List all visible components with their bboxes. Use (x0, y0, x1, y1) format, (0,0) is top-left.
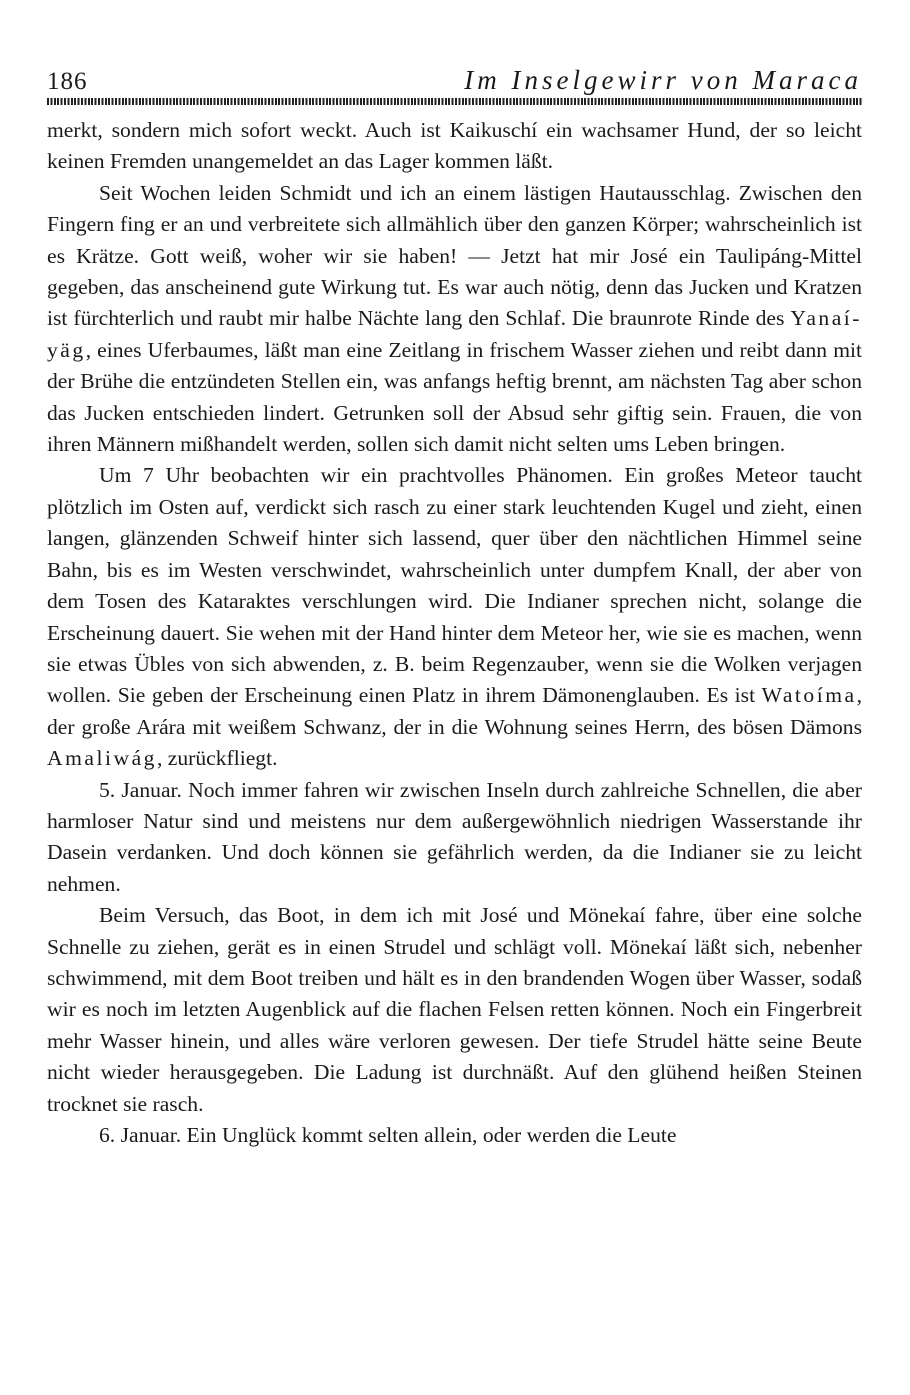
paragraph-text: 5. Januar. Noch immer fahren wir zwischen Inseln durch zahlreiche Schnellen, die aber harmloser Natur sind und meistens nur dem außergewöhnlich niedrigen Wasserstande ihr Dasein verdanken. Und doch können sie gefährlich werden, da die Indianer sie zu leicht nehmen. (47, 777, 862, 896)
paragraph (47, 775, 862, 901)
paragraph-text: , der große Arára mit weißem Schwanz, der in die Wohnung seines Herrn, des bösen Dämons (47, 683, 862, 739)
demon-name: Amaliwág (47, 746, 157, 771)
book-page (47, 66, 862, 1151)
page-number: 186 (47, 68, 88, 95)
paragraph (47, 178, 862, 461)
paragraph (47, 900, 862, 1120)
page-header (47, 66, 862, 96)
plant-name: Yanaí-yäg (47, 306, 862, 362)
running-title: Im Inselgewirr von Maraca (464, 65, 862, 95)
body-text (47, 115, 862, 1151)
paragraph (47, 115, 862, 178)
spirit-name: Watoíma (761, 683, 857, 708)
paragraph (47, 1120, 862, 1151)
paragraph-text: Um 7 Uhr beobachten wir ein prachtvolles Phänomen. Ein großes Meteor taucht plötzlich im Osten auf, verdickt sich rasch zu einer stark leuchtenden Kugel und zieht, einen langen, glänzenden Schweif hinter sich lassend, quer über den nächtlichen Himmel seine Bahn, bis es im Westen verschwindet, wahrscheinlich unter dumpfem Knall, der aber von dem Tosen des Kataraktes verschlungen wird. Die Indianer sprechen nicht, solange die Erscheinung dauert. Sie wehen mit der Hand hinter dem Meteor her, wie sie es machen, wenn sie etwas Übles von sich abwenden, z. B. beim Regenzauber, wenn sie die Wolken verjagen wollen. Sie geben der Erscheinung einen Platz in ihrem Dämonenglauben. Es ist (47, 463, 862, 708)
paragraph-text: Beim Versuch, das Boot, in dem ich mit José und Mönekaí fahre, über eine solche Schnelle zu ziehen, gerät es in einen Strudel und schlägt voll. Mönekaí läßt sich, nebenher schwimmend, mit dem Boot treiben und hält es in den brandenden Wogen über Wasser, sodaß wir es noch im letzten Augenblick auf die flachen Felsen retten können. Noch ein Fingerbreit mehr Wasser hinein, und alles wäre verloren gewesen. Der tiefe Strudel hätte seine Beute nicht wieder herausgegeben. Die Ladung ist durchnäßt. Auf den glühend heißen Steinen trocknet sie rasch. (47, 903, 862, 1116)
paragraph-text: Seit Wochen leiden Schmidt und ich an einem lästigen Hautausschlag. Zwischen den Fingern fing er an und verbreitete sich allmählich über den ganzen Körper; wahrscheinlich ist es Krätze. Gott weiß, woher wir sie haben! — Jetzt hat mir José ein Taulipáng-Mittel gegeben, das anscheinend gute Wirkung tut. Es war auch nötig, denn das Jucken und Kratzen ist fürchterlich und raubt mir halbe Nächte lang den Schlaf. Die braunrote Rinde des (47, 180, 862, 331)
paragraph-text: , zurückfliegt. (156, 746, 278, 771)
header-rule (47, 98, 862, 105)
paragraph-text: , eines Uferbaumes, läßt man eine Zeitlang in frischem Wasser ziehen und reibt dann mit der Brühe die entzündeten Stellen ein, was anfangs heftig brennt, am nächsten Tag aber schon das Jucken entschieden lindert. Getrunken soll der Absud sehr giftig sein. Frauen, die von ihren Männern mißhandelt werden, sollen sich damit nicht selten ums Leben bringen. (47, 337, 862, 457)
paragraph (47, 460, 862, 774)
paragraph-text: 6. Januar. Ein Unglück kommt selten allein, oder werden die Leute (99, 1123, 677, 1147)
paragraph-text: merkt, sondern mich sofort weckt. Auch ist Kaikuschí ein wachsamer Hund, der so leicht keinen Fremden unangemeldet an das Lager kommen läßt. (47, 118, 862, 174)
